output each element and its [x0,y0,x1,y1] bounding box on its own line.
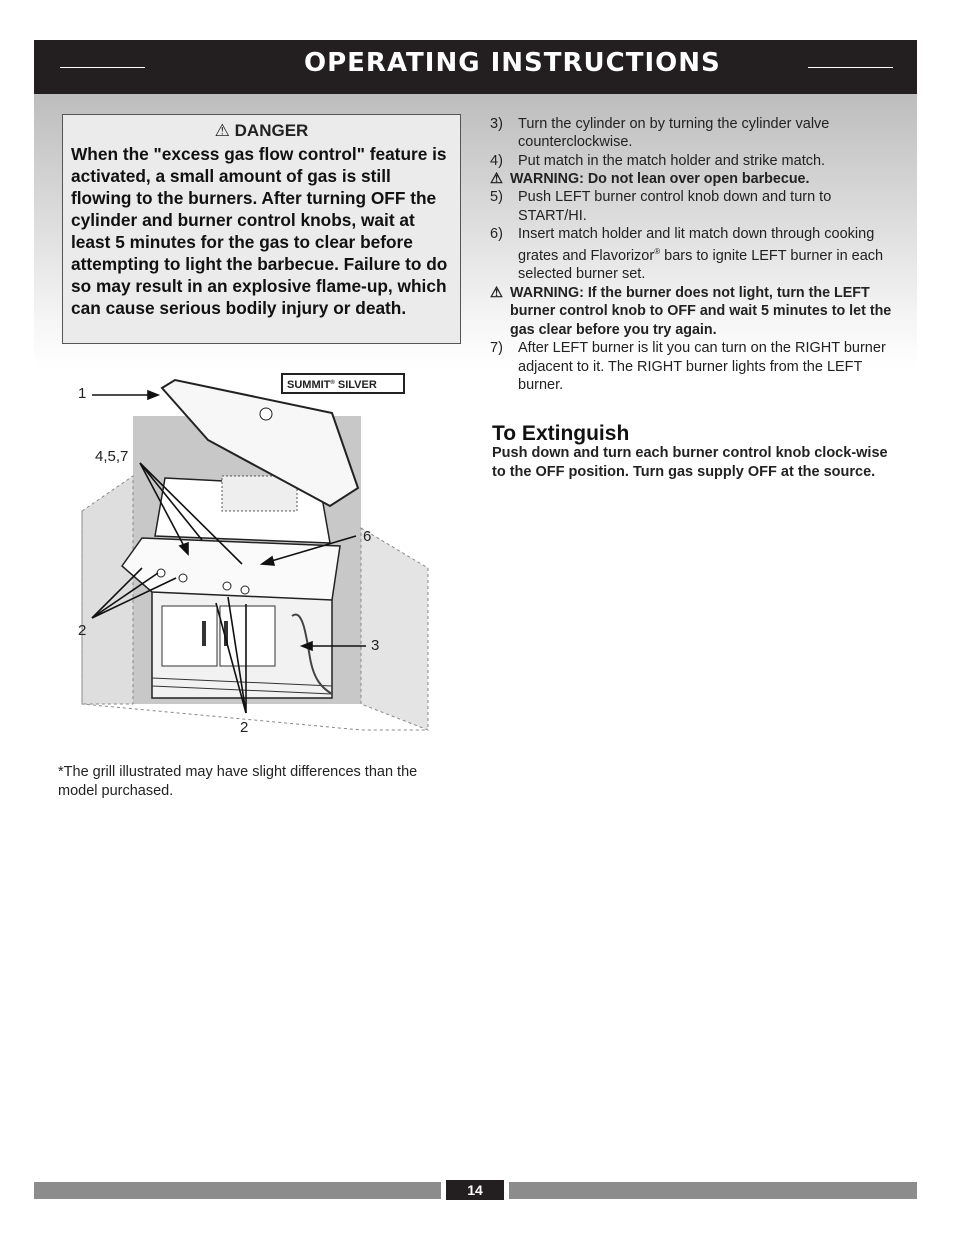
step-text: Put match in the match holder and strike match. [518,152,826,169]
step-number: 7) [490,340,503,357]
callout-label-3: 3 [371,637,380,654]
step-7 [490,339,895,394]
danger-box [62,114,461,344]
step-text [518,225,895,284]
instructions-column [490,115,895,394]
step-number: 3) [490,116,503,132]
control-knob [241,586,249,594]
page-header [34,40,917,94]
danger-heading [71,121,452,141]
danger-title: DANGER [234,121,309,140]
page-title: OPERATING INSTRUCTIONS [304,48,721,78]
warning-triangle-icon: ⚠ [490,170,503,187]
step-4 [490,152,895,170]
step-number: 6) [490,225,503,242]
footer-bar-left [34,1182,441,1199]
warning-triangle-icon: ⚠ [214,121,230,140]
warning-lean [490,170,895,189]
callout-label-2-bottom: 2 [240,719,249,736]
cabinet-door-right [220,606,275,666]
control-knob [179,574,187,582]
header-rule-right [808,67,893,68]
footer-bar-right [509,1182,917,1199]
extinguish-heading: To Extinguish [492,422,630,445]
extinguish-text: Push down and turn each burner control knob clock-wise to the OFF position. Turn gas supply OFF at the source. [492,445,888,480]
grill-illustration [70,368,470,743]
step-number: 5) [490,189,503,206]
cabinet-door-left [162,606,217,666]
step-number: 4) [490,152,503,169]
step-text: Push LEFT burner control knob down and turn to START/HI. [518,189,832,224]
header-rule-left [60,67,145,68]
enclosure-left-wall [82,476,133,704]
step-5 [490,188,895,225]
step-text-b: bars to ignite LEFT burner in each selected burner set. [518,248,884,283]
warning-triangle-icon: ⚠ [490,284,503,301]
danger-body: When the "excess gas flow control" feature is activated, a small amount of gas is still flowing to the burners. After turning OFF the cylinder and burner control knobs, wait at least 5 minutes for the gas to clear before attempting to light the barbecue. Failure to do so may result in an explosive flame-up, which can cause serious bodily injury or death. [71,144,448,318]
warning-no-light [490,284,895,340]
control-knob [157,569,165,577]
footnote: *The grill illustrated may have slight differences than the model purchased. [58,764,418,799]
step-6 [490,225,895,284]
callout-label-4-5-7: 4,5,7 [95,448,129,465]
step-text: Turn the cylinder on by turning the cylinder valve counterclockwise. [518,116,830,151]
step-3 [490,115,895,152]
warning-text: WARNING: Do not lean over open barbecue. [510,170,810,187]
thermometer [260,408,272,420]
warning-text: WARNING: If the burner does not light, turn the LEFT burner control knob to OFF and wait 5 minutes to let the gas clear before you try again. [510,284,892,338]
callout-label-2-left: 2 [78,622,87,639]
enclosure-right-wall [361,528,428,730]
callout-label-6: 6 [363,528,372,545]
model-badge-text: SUMMIT® SILVER [287,379,377,391]
control-panel [122,538,340,600]
callout-label-1: 1 [78,385,87,402]
registered-mark: ® [654,247,661,257]
step-text-a: Insert match holder and lit match down through cooking grates and Flavorizor [518,225,875,265]
page-number: 14 [446,1180,504,1200]
step-text: After LEFT burner is lit you can turn on the RIGHT burner adjacent to it. The RIGHT burner lights from the LEFT burner. [518,340,886,393]
control-knob [223,582,231,590]
